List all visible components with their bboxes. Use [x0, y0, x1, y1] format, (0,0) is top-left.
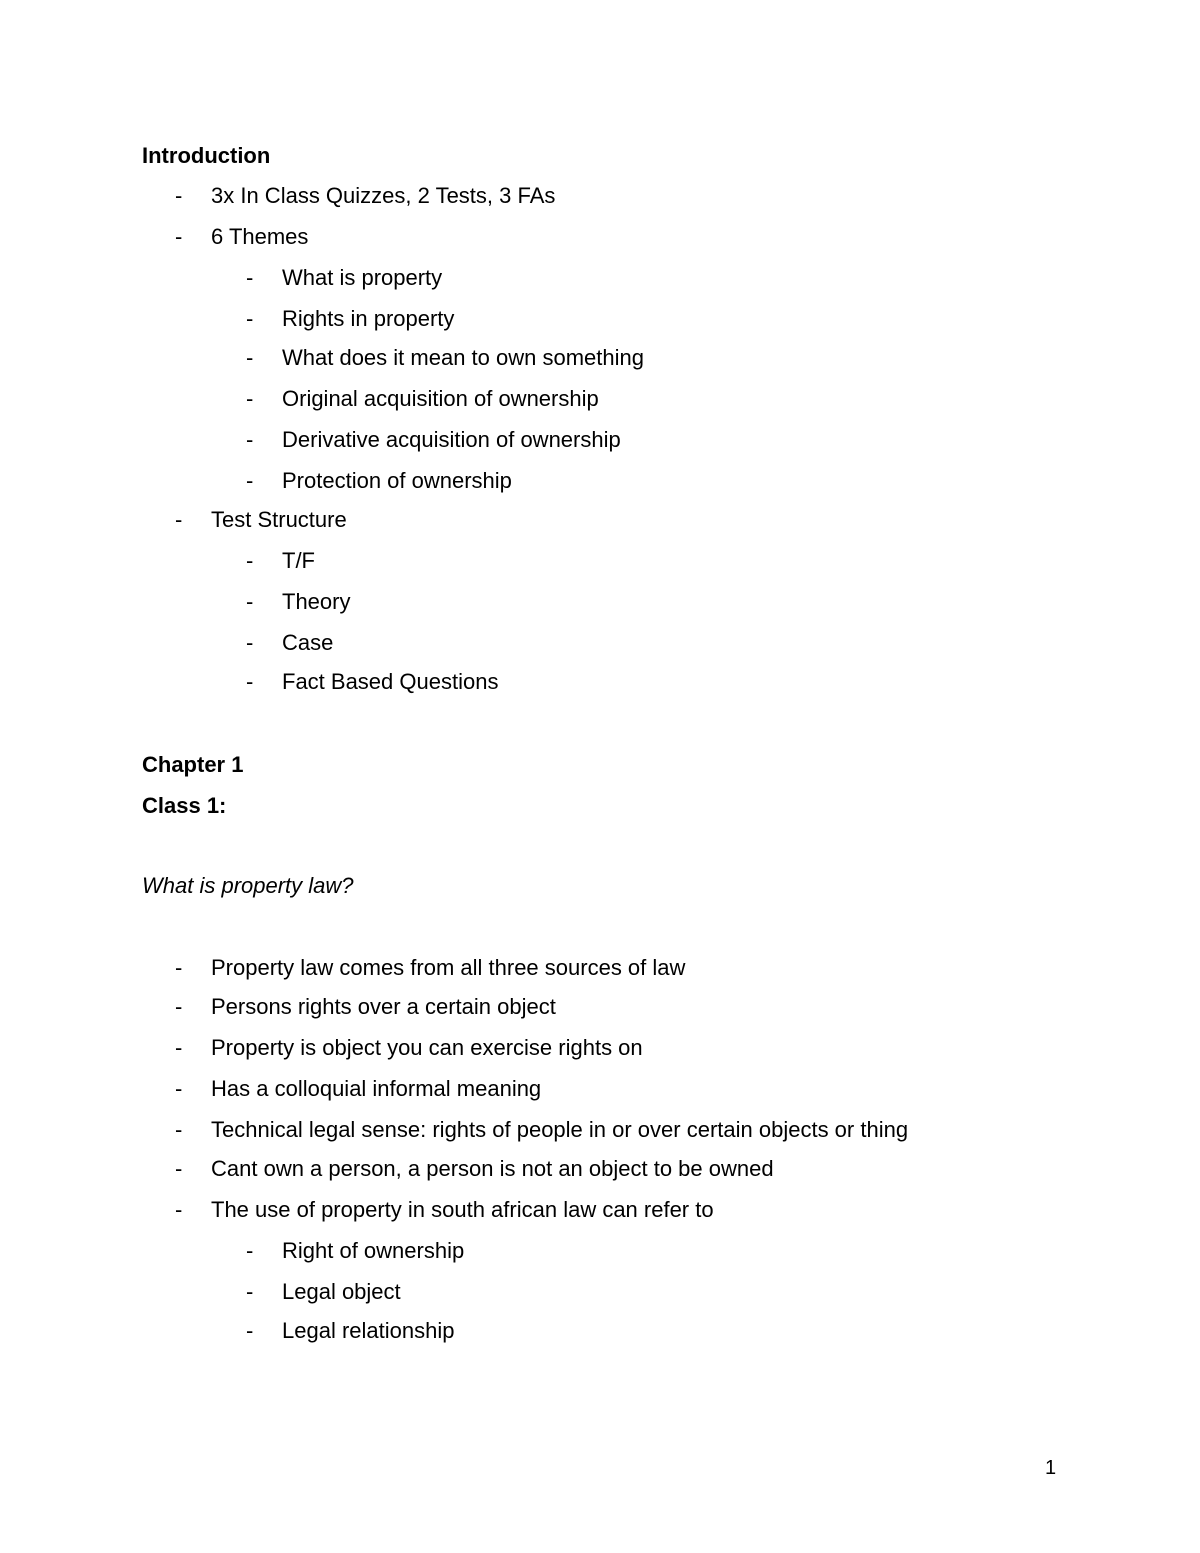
- question-heading: What is property law?: [142, 873, 354, 898]
- list-item: - Test Structure: [175, 507, 347, 532]
- bullet-dash: -: [175, 1117, 183, 1142]
- sub-list-item: - What does it mean to own something: [246, 345, 644, 370]
- bullet-dash: -: [246, 630, 254, 655]
- bullet-dash: -: [175, 1076, 183, 1101]
- section-heading-introduction: Introduction: [142, 143, 271, 168]
- bullet-dash: -: [175, 994, 183, 1019]
- bullet-dash: -: [246, 427, 254, 452]
- sub-list-item: - What is property: [246, 265, 443, 290]
- bullet-dash: -: [246, 265, 254, 290]
- sub-list-item: - Theory: [246, 589, 351, 614]
- bullet-dash: -: [175, 1035, 183, 1060]
- sub-list-item: - Derivative acquisition of ownership: [246, 427, 621, 452]
- list-item: - Technical legal sense: rights of people in or over certain objects or thing: [175, 1117, 909, 1142]
- list-item: - The use of property in south african law can refer to: [175, 1197, 714, 1222]
- sub-list-item: - Right of ownership: [246, 1238, 465, 1263]
- section-heading-chapter: Chapter 1: [142, 752, 244, 777]
- sub-list-item: - Fact Based Questions: [246, 669, 499, 694]
- bullet-dash: -: [175, 224, 183, 249]
- sub-list-item: - Case: [246, 630, 334, 655]
- list-item: - Property law comes from all three sources of law: [175, 955, 686, 980]
- bullet-dash: -: [246, 548, 254, 573]
- sub-list-item: - Legal object: [246, 1279, 401, 1304]
- sub-list-item: - T/F: [246, 548, 315, 573]
- list-item: - 3x In Class Quizzes, 2 Tests, 3 FAs: [175, 183, 556, 208]
- list-item: - 6 Themes: [175, 224, 309, 249]
- bullet-dash: -: [246, 306, 254, 331]
- bullet-dash: -: [246, 1238, 254, 1263]
- bullet-dash: -: [246, 669, 254, 694]
- bullet-dash: -: [175, 507, 183, 532]
- bullet-dash: -: [246, 1318, 254, 1343]
- bullet-dash: -: [246, 468, 254, 493]
- bullet-dash: -: [246, 589, 254, 614]
- bullet-dash: -: [246, 345, 254, 370]
- sub-list-item: - Rights in property: [246, 306, 455, 331]
- bullet-dash: -: [175, 955, 183, 980]
- list-item: - Property is object you can exercise rights on: [175, 1035, 643, 1060]
- class-heading: Class 1:: [142, 793, 227, 818]
- page-number: 1: [1045, 1457, 1057, 1479]
- bullet-dash: -: [246, 1279, 254, 1304]
- sub-list-item: - Legal relationship: [246, 1318, 455, 1343]
- list-item: - Cant own a person, a person is not an object to be owned: [175, 1156, 774, 1181]
- bullet-dash: -: [175, 183, 183, 208]
- bullet-dash: -: [175, 1156, 183, 1181]
- bullet-dash: -: [246, 386, 254, 411]
- list-item: - Persons rights over a certain object: [175, 994, 556, 1019]
- list-item: - Has a colloquial informal meaning: [175, 1076, 542, 1101]
- sub-list-item: - Original acquisition of ownership: [246, 386, 599, 411]
- bullet-dash: -: [175, 1197, 183, 1222]
- sub-list-item: - Protection of ownership: [246, 468, 512, 493]
